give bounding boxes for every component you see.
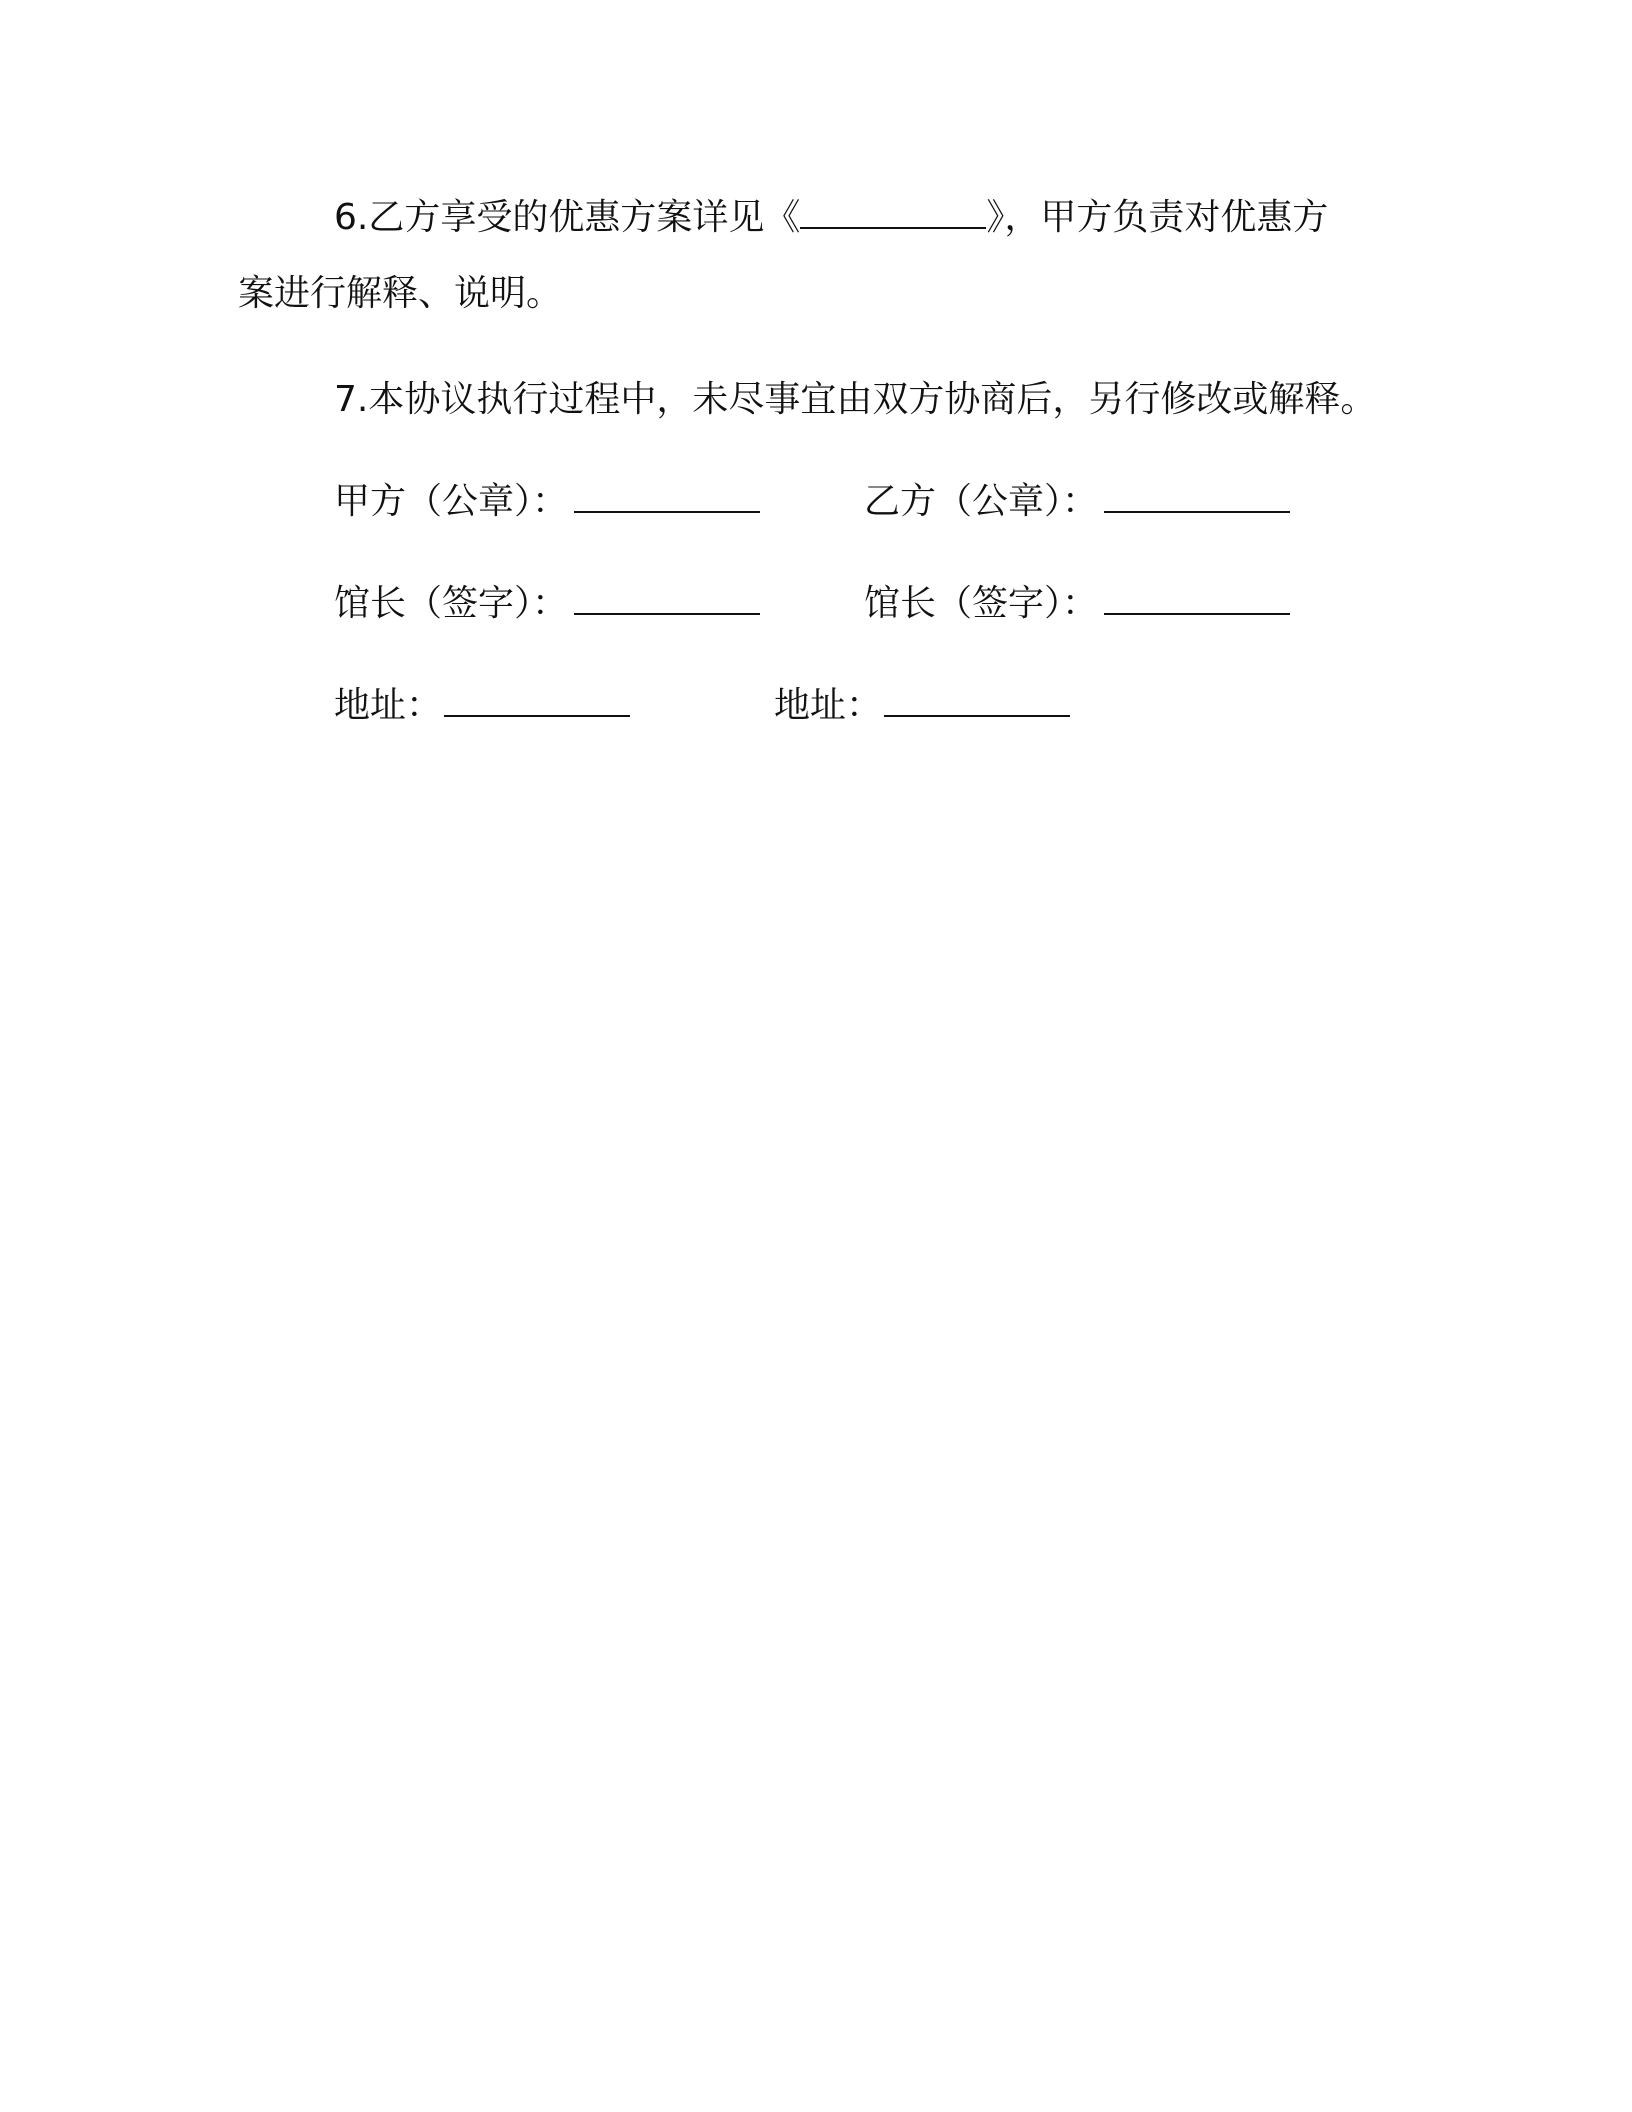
address-b-blank[interactable] <box>884 685 1070 717</box>
clause-6-line-2: 案进行解释、说明。 <box>238 273 563 314</box>
address-b-label: 地址： <box>774 685 883 726</box>
director-b-signature-label: 馆长（签字）： <box>864 583 1099 624</box>
clause-7-line-1: 7.本协议执行过程中，未尽事宜由双方协商后，另行修改或解释。 <box>334 379 1377 420</box>
director-a-signature-label: 馆长（签字）： <box>334 583 569 624</box>
party-b-seal-blank[interactable] <box>1104 481 1290 513</box>
director-b-signature-blank[interactable] <box>1104 583 1290 615</box>
address-b-row <box>774 684 1070 728</box>
address-a-blank[interactable] <box>444 685 630 717</box>
director-b-signature-row <box>864 582 1290 626</box>
clause-6-text-before: 6.乙方享受的优惠方案详见《 <box>334 197 801 238</box>
address-a-row <box>334 684 630 728</box>
party-a-seal-label: 甲方（公章）： <box>334 481 569 522</box>
party-a-seal-row <box>334 480 760 524</box>
address-a-label: 地址： <box>334 685 443 726</box>
party-b-seal-row <box>864 480 1290 524</box>
director-a-signature-row <box>334 582 760 626</box>
clause-6-line-1 <box>334 196 1328 240</box>
director-a-signature-blank[interactable] <box>574 583 760 615</box>
plan-name-blank[interactable] <box>800 197 986 229</box>
clause-6-text-after: 》，甲方负责对优惠方 <box>986 197 1329 238</box>
party-b-seal-label: 乙方（公章）： <box>864 481 1099 522</box>
party-a-seal-blank[interactable] <box>574 481 760 513</box>
